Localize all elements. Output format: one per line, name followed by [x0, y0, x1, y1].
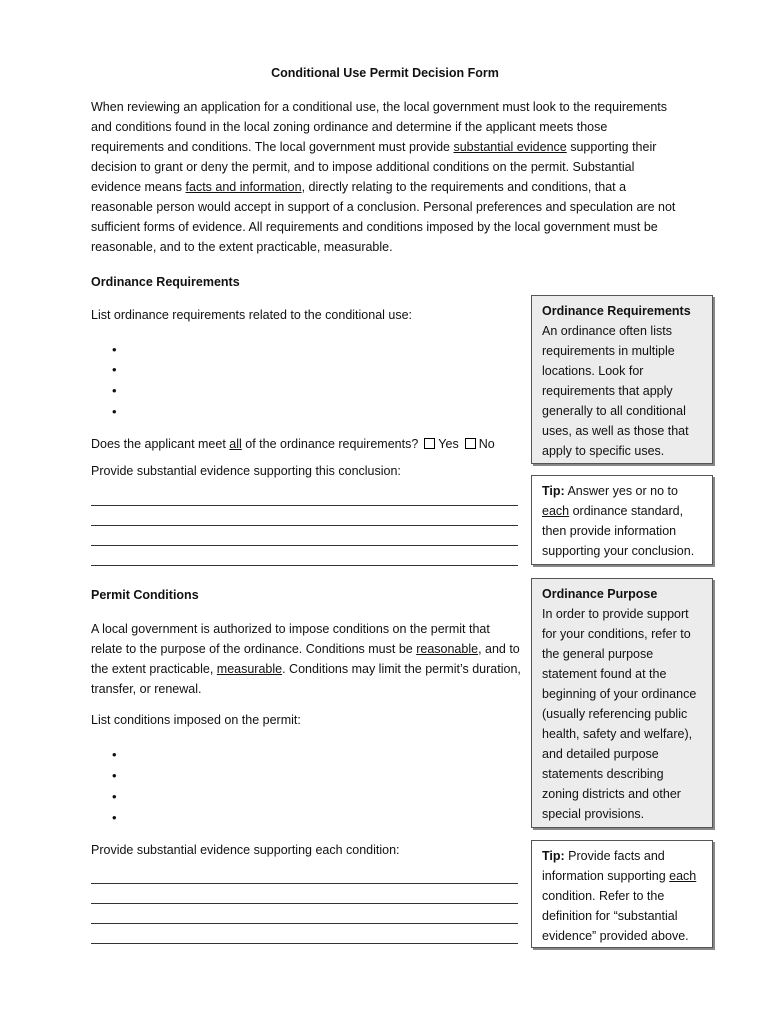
tip-label: Tip:: [542, 484, 565, 498]
ordinance-bullet-4[interactable]: •: [112, 404, 117, 419]
tip-text: condition. Refer to the definition for “substantial evidence” provided above.: [542, 889, 689, 943]
no-checkbox[interactable]: [465, 438, 476, 449]
ordinance-bullet-1[interactable]: •: [112, 342, 117, 357]
answer-tip-note: [531, 475, 713, 565]
intro-text: , directly relating to the requirements and conditions, that a reasonable person would accept in support of a conclusion. Personal preferences and speculation are not sufficient forms of evidence. All requirements and conditions imposed by the local government must be reasonable, and to the extent practicable, measurable.: [91, 180, 676, 254]
intro-text: When reviewing an application for a conditional use, the local government must look to the requirements and conditions found in the local zoning ordinance and determine if the applicant meets those requirements and conditions. The local government must provide: [91, 100, 668, 154]
ordinance-bullet-2[interactable]: •: [112, 362, 117, 377]
ordinance-requirements-note: [531, 295, 713, 464]
note-title: Ordinance Requirements: [542, 304, 691, 318]
question-text: of the ordinance requirements?: [241, 437, 419, 451]
conditions-list-label: List conditions imposed on the permit:: [91, 713, 301, 727]
tip-emphasis: each: [542, 504, 570, 518]
note-text: An ordinance often lists requirements in multiple locations. Look for requirements that apply generally to all conditional uses, as well as those that apply to specific uses.: [542, 324, 689, 458]
conditions-evidence-line-2[interactable]: [91, 903, 518, 904]
note-title: Ordinance Purpose: [542, 587, 658, 601]
question-text: Does the applicant meet: [91, 437, 230, 451]
tip-emphasis: each: [669, 869, 697, 883]
conditions-paragraph: [91, 619, 521, 699]
note-text: In order to provide support for your conditions, refer to the general purpose statement found at the beginning of your ordinance (usually referencing public health, safety and welfare), and detailed purpose statements describing zoning districts and other special provisions.: [542, 607, 697, 821]
intro-text: supporting their decision to grant or deny the permit, and to impose additional conditions on the permit. Substantial evidence means: [91, 140, 657, 194]
conditions-text: . Conditions may limit the permit’s duration, transfer, or renewal.: [91, 662, 521, 696]
measurable-term: measurable: [216, 662, 283, 676]
intro-paragraph: [91, 97, 683, 257]
no-label: No: [478, 437, 495, 451]
permit-conditions-heading: Permit Conditions: [91, 588, 199, 602]
ordinance-requirements-heading: Ordinance Requirements: [91, 275, 240, 289]
ordinance-bullet-3[interactable]: •: [112, 383, 117, 398]
facts-information-term: facts and information: [185, 180, 302, 194]
tip-text: ordinance standard, then provide information supporting your conclusion.: [542, 504, 695, 558]
conditions-text: , and to the extent practicable,: [91, 642, 520, 676]
ordinance-evidence-line-4[interactable]: [91, 565, 518, 566]
tip-label: Tip:: [542, 849, 565, 863]
ordinance-evidence-line-3[interactable]: [91, 545, 518, 546]
reasonable-term: reasonable: [416, 642, 479, 656]
conditions-text: A local government is authorized to impose conditions on the permit that relate to the purpose of the ordinance. Conditions must be: [91, 622, 490, 656]
condition-bullet-3[interactable]: •: [112, 789, 117, 804]
conditions-evidence-line-1[interactable]: [91, 883, 518, 884]
condition-bullet-2[interactable]: •: [112, 768, 117, 783]
ordinance-evidence-label: Provide substantial evidence supporting this conclusion:: [91, 464, 401, 478]
ordinance-evidence-line-1[interactable]: [91, 505, 518, 506]
question-emphasis: all: [229, 437, 242, 451]
form-title: Conditional Use Permit Decision Form: [271, 66, 499, 80]
ordinance-list-label: List ordinance requirements related to the conditional use:: [91, 308, 413, 322]
yes-checkbox[interactable]: [424, 438, 435, 449]
ordinance-purpose-note: [531, 578, 713, 828]
yes-label: Yes: [438, 437, 459, 451]
tip-text: Provide facts and information supporting: [542, 849, 670, 883]
conditions-evidence-line-3[interactable]: [91, 923, 518, 924]
tip-text: Answer yes or no to: [564, 484, 678, 498]
conditions-evidence-line-4[interactable]: [91, 943, 518, 944]
condition-bullet-4[interactable]: •: [112, 810, 117, 825]
requirements-question: [91, 437, 495, 451]
ordinance-evidence-line-2[interactable]: [91, 525, 518, 526]
substantial-evidence-term: substantial evidence: [453, 140, 567, 154]
conditions-evidence-label: Provide substantial evidence supporting each condition:: [91, 843, 400, 857]
condition-bullet-1[interactable]: •: [112, 747, 117, 762]
conditions-tip-note: [531, 840, 713, 948]
